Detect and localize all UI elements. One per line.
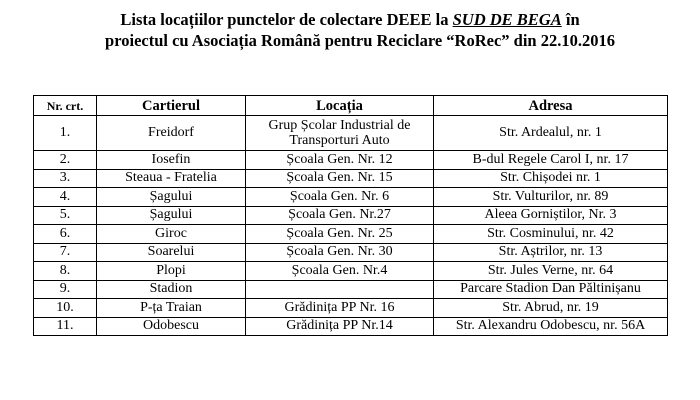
cell-locatie: Școala Gen. Nr.4: [246, 262, 434, 281]
cell-nr: 2.: [34, 151, 97, 170]
title-suffix: în: [561, 10, 580, 29]
cell-locatie: Școala Gen. Nr. 15: [246, 169, 434, 188]
cell-locatie: Școala Gen. Nr. 6: [246, 188, 434, 207]
title-prefix: Lista locațiilor punctelor de colectare DEEE la: [120, 10, 453, 29]
cell-locatie: [246, 280, 434, 299]
cell-nr: 9.: [34, 280, 97, 299]
cell-adresa: Str. Vulturilor, nr. 89: [434, 188, 668, 207]
header-nr-crt: Nr. crt.: [34, 96, 97, 116]
cell-nr: 6.: [34, 225, 97, 244]
cell-locatie: Școala Gen. Nr.27: [246, 206, 434, 225]
table-row: [34, 243, 668, 262]
cell-adresa: B-dul Regele Carol I, nr. 17: [434, 151, 668, 170]
table-row: [34, 151, 668, 170]
header-adresa: Adresa: [434, 96, 668, 116]
table-row: [34, 116, 668, 151]
cell-locatie: Grădinița PP Nr. 16: [246, 299, 434, 318]
header-cartierul: Cartierul: [97, 96, 246, 116]
table-row: [34, 262, 668, 281]
cell-adresa: Str. Jules Verne, nr. 64: [434, 262, 668, 281]
table-row: [34, 169, 668, 188]
cell-cartier: Șagului: [97, 188, 246, 207]
cell-locatie: Grup Școlar Industrial de Transporturi Auto: [246, 116, 434, 151]
title-line-2: proiectul cu Asociația Română pentru Reciclare “RoRec” din 22.10.2016: [105, 31, 615, 50]
table-row: [34, 206, 668, 225]
cell-adresa: Str. Aștrilor, nr. 13: [434, 243, 668, 262]
cell-adresa: Str. Chișodei nr. 1: [434, 169, 668, 188]
table-row: [34, 299, 668, 318]
cell-nr: 8.: [34, 262, 97, 281]
cell-locatie: Școala Gen. Nr. 30: [246, 243, 434, 262]
cell-cartier: Iosefin: [97, 151, 246, 170]
cell-cartier: Steaua - Fratelia: [97, 169, 246, 188]
cell-cartier: P-ța Traian: [97, 299, 246, 318]
cell-locatie: Grădinița PP Nr.14: [246, 317, 434, 336]
cell-nr: 10.: [34, 299, 97, 318]
table-header-row: [34, 96, 668, 116]
cell-cartier: Giroc: [97, 225, 246, 244]
cell-locatie: Școala Gen. Nr. 25: [246, 225, 434, 244]
cell-adresa: Str. Cosminului, nr. 42: [434, 225, 668, 244]
cell-nr: 1.: [34, 116, 97, 151]
cell-nr: 11.: [34, 317, 97, 336]
cell-adresa: Str. Ardealul, nr. 1: [434, 116, 668, 151]
table-row: [34, 188, 668, 207]
header-locatia: Locația: [246, 96, 434, 116]
cell-nr: 7.: [34, 243, 97, 262]
cell-cartier: Freidorf: [97, 116, 246, 151]
cell-adresa: Str. Abrud, nr. 19: [434, 299, 668, 318]
cell-nr: 3.: [34, 169, 97, 188]
cell-adresa: Parcare Stadion Dan Păltinișanu: [434, 280, 668, 299]
cell-adresa: Str. Alexandru Odobescu, nr. 56A: [434, 317, 668, 336]
cell-cartier: Soarelui: [97, 243, 246, 262]
cell-nr: 5.: [34, 206, 97, 225]
cell-locatie: Școala Gen. Nr. 12: [246, 151, 434, 170]
cell-cartier: Stadion: [97, 280, 246, 299]
cell-cartier: Plopi: [97, 262, 246, 281]
collection-points-table: [33, 95, 668, 336]
cell-cartier: Odobescu: [97, 317, 246, 336]
document-title: [0, 9, 700, 51]
table-row: [34, 225, 668, 244]
cell-adresa: Aleea Gorniștilor, Nr. 3: [434, 206, 668, 225]
table-row: [34, 317, 668, 336]
title-line-1: [0, 9, 700, 30]
cell-nr: 4.: [34, 188, 97, 207]
title-place: SUD DE BEGA: [452, 10, 562, 29]
cell-cartier: Șagului: [97, 206, 246, 225]
table-row: [34, 280, 668, 299]
